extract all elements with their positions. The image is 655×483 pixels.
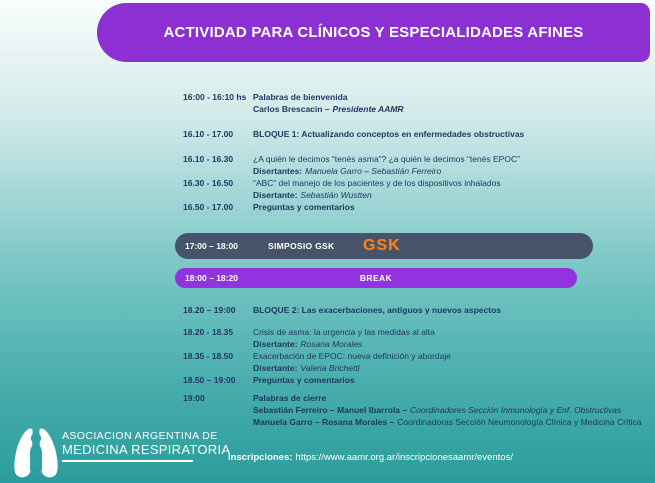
inscriptions-line — [228, 452, 513, 463]
bloque1-title: BLOQUE 1: Actualizando conceptos en enfermedades obstructivas — [253, 129, 525, 139]
welcome-speaker-role: Presidente AAMR — [332, 104, 404, 114]
bloque2-time: 18.20 – 19:00 — [183, 305, 236, 315]
item2-speakers: Sebastián Wustten — [300, 190, 372, 200]
bloque2-title: BLOQUE 2: Las exacerbaciones, antiguos y nuevos aspectos — [253, 305, 502, 315]
bloque2-line — [183, 304, 501, 316]
simposio-time: 17:00 – 18:00 — [185, 241, 238, 251]
questions2-line — [183, 374, 451, 386]
gsk-logo: GSK — [363, 237, 401, 254]
break-time: 18:00 – 18:20 — [185, 273, 238, 283]
closing-coordinators-line2 — [183, 416, 642, 428]
item3-speaker-line — [183, 338, 451, 350]
simposio-label: SIMPOSIO GSK — [268, 241, 335, 251]
item1-time: 16.10 - 16.30 — [183, 154, 234, 164]
program-rows-bloque1-items — [183, 153, 520, 213]
item4-title: Exacerbación de EPOC: nueva definición y abordaje — [253, 351, 451, 361]
break-bar — [175, 268, 577, 288]
inscriptions-url-link[interactable]: https://www.aamr.org.ar/inscripcionesaamr/eventos/ — [295, 452, 513, 463]
item4-speaker-line — [183, 362, 451, 374]
item4-speaker-label: Disertante: — [253, 363, 298, 373]
bloque1-time: 16.10 - 17.00 — [183, 129, 234, 139]
item2-speaker-line — [183, 189, 520, 201]
org-name-line1: ASOCIACION ARGENTINA DE — [62, 430, 218, 442]
questions2-time: 18.50 – 19:00 — [183, 375, 236, 385]
item4-speakers: Valeria Brichetti — [300, 363, 360, 373]
org-name-underline — [62, 460, 193, 462]
closing-line2-names: Manuela Garro – Rosana Morales – — [253, 417, 395, 427]
item1-title: ¿A quién le decimos “tenés asma”? ¿a quién le decimos “tenés EPOC” — [253, 154, 520, 164]
title-banner — [97, 3, 650, 62]
program-row-welcome — [183, 91, 404, 115]
welcome-title-line — [183, 91, 404, 103]
closing-coordinators-line1 — [183, 404, 642, 416]
item2-speaker-label: Disertante: — [253, 190, 298, 200]
closing-title-line — [183, 392, 642, 404]
item1-title-line — [183, 153, 520, 165]
closing-title: Palabras de cierre — [253, 393, 327, 403]
closing-line1-names: Sebastián Ferreiro – Manuel Ibarrola – — [253, 405, 408, 415]
welcome-speaker-name: Carlos Brescacin – — [253, 104, 330, 114]
item3-time: 18.20 - 18.35 — [183, 327, 234, 337]
item3-speakers: Rosana Morales — [300, 339, 363, 349]
item4-title-line — [183, 350, 451, 362]
item2-time: 16.30 - 16.50 — [183, 178, 234, 188]
item1-speaker-line — [183, 165, 520, 177]
questions1-line — [183, 201, 520, 213]
bloque1-line — [183, 128, 524, 140]
org-name-line2: MEDICINA RESPIRATORIA — [62, 442, 231, 457]
questions1-title: Preguntas y comentarios — [253, 202, 355, 212]
item1-speaker-label: Disertantes: — [253, 166, 303, 176]
closing-time: 19:00 — [183, 393, 205, 403]
item3-title: Crisis de asma: la urgencia y las medidas al alta — [253, 327, 435, 337]
aamr-lungs-icon — [10, 423, 62, 481]
item3-title-line — [183, 326, 451, 338]
program-rows-bloque2-items — [183, 326, 451, 386]
item4-time: 18.35 - 18.50 — [183, 351, 234, 361]
welcome-title: Palabras de bienvenida — [253, 92, 348, 102]
program-row-closing — [183, 392, 642, 428]
program-row-bloque2 — [183, 304, 501, 316]
item1-speakers: Manuela Garro – Sebastián Ferreiro — [305, 166, 442, 176]
welcome-speaker-line — [183, 103, 404, 115]
closing-line2-role: Coordinadoras Sección Neumonología Clínica y Medicina Crítica — [397, 417, 642, 427]
questions2-title: Preguntas y comentarios — [253, 375, 355, 385]
welcome-time: 16:00 - 16:10 hs — [183, 92, 247, 102]
page-title: ACTIVIDAD PARA CLÍNICOS Y ESPECIALIDADES AFINES — [163, 24, 584, 41]
item2-title-line — [183, 177, 520, 189]
questions1-time: 16.50 - 17.00 — [183, 202, 234, 212]
break-label: BREAK — [359, 273, 393, 283]
inscriptions-label: Inscripciones: — [228, 452, 293, 463]
item3-speaker-label: Disertante: — [253, 339, 298, 349]
closing-line1-role: Coordinadores Sección Inmunología y Enf. Obstructivas — [410, 405, 622, 415]
program-row-bloque1 — [183, 128, 524, 140]
simposio-gsk-bar — [175, 233, 593, 259]
item2-title: “ABC” del manejo de los pacientes y de los dispositivos inhalados — [253, 178, 501, 188]
